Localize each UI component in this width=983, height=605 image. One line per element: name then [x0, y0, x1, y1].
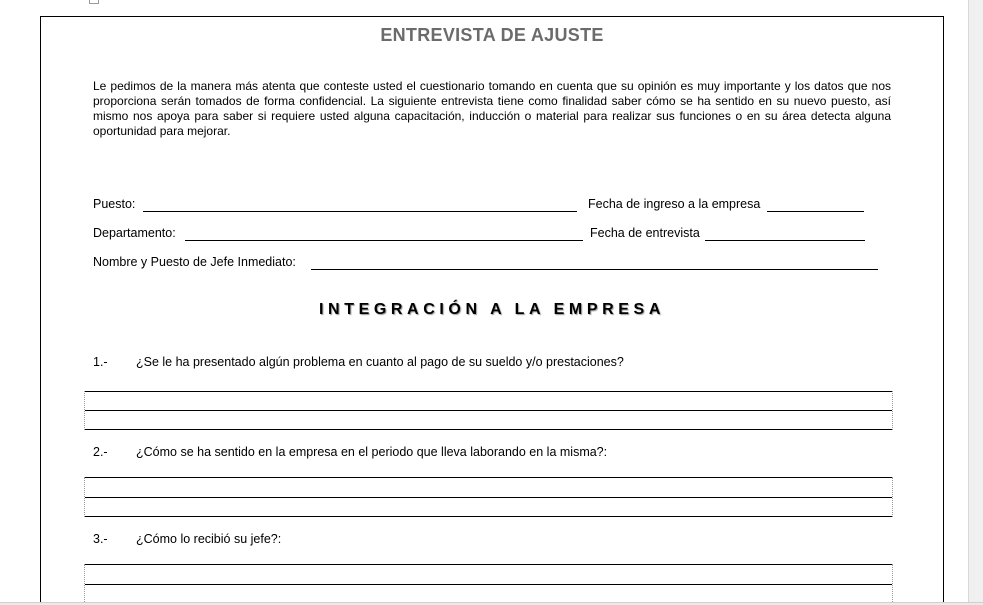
- fecha-entrevista-label: Fecha de entrevista: [590, 226, 700, 240]
- section-title: INTEGRACIÓN A LA EMPRESA: [319, 301, 665, 318]
- answer-3-box[interactable]: [84, 564, 893, 604]
- right-gutter: [968, 0, 983, 605]
- answer-1-box[interactable]: [84, 391, 893, 430]
- question-2-number: 2.-: [93, 445, 108, 459]
- question-3-number: 3.-: [93, 532, 108, 546]
- answer-1-line-3: [85, 429, 892, 430]
- answer-2-box[interactable]: [84, 477, 893, 517]
- answer-3-line-2: [85, 584, 892, 585]
- departamento-input-line[interactable]: [185, 240, 583, 241]
- fecha-entrevista-input-line[interactable]: [705, 240, 865, 241]
- fecha-ingreso-label: Fecha de ingreso a la empresa: [588, 197, 761, 211]
- jefe-inmediato-input-line[interactable]: [311, 269, 878, 270]
- question-2-text: ¿Cómo se ha sentido en la empresa en el periodo que lleva laborando en la misma?:: [136, 445, 608, 459]
- question-1-number: 1.-: [93, 355, 108, 369]
- intro-paragraph: Le pedimos de la manera más atenta que conteste usted el cuestionario tomando en cuenta que su opinión es muy importante y los datos que nos proporciona serán tomados de forma confidencial. La siguiente entrevista tiene como finalidad saber cómo se ha sentido en su nuevo puesto, así mismo nos apoya para saber si requiere usted alguna capacitación, inducción o material para realizar sus funciones o en su área detecta alguna oportunidad para mejorar.: [93, 79, 891, 138]
- answer-2-line-1: [85, 477, 892, 478]
- fecha-ingreso-input-line[interactable]: [767, 211, 864, 212]
- document-page: [40, 16, 944, 605]
- departamento-label: Departamento:: [93, 226, 176, 240]
- question-3-text: ¿Cómo lo recibió su jefe?:: [136, 532, 282, 546]
- answer-1-line-2: [85, 410, 892, 411]
- ruler-marker: [89, 0, 99, 4]
- question-1-text: ¿Se le ha presentado algún problema en cuanto al pago de su sueldo y/o prestaciones?: [136, 355, 624, 369]
- answer-3-line-1: [85, 564, 892, 565]
- puesto-input-line[interactable]: [143, 211, 577, 212]
- jefe-inmediato-label: Nombre y Puesto de Jefe Inmediato:: [93, 255, 296, 269]
- answer-2-line-3: [85, 516, 892, 517]
- answer-2-line-2: [85, 497, 892, 498]
- document-title: ENTREVISTA DE AJUSTE: [380, 25, 604, 45]
- puesto-label: Puesto:: [93, 197, 136, 211]
- answer-1-line-1: [85, 391, 892, 392]
